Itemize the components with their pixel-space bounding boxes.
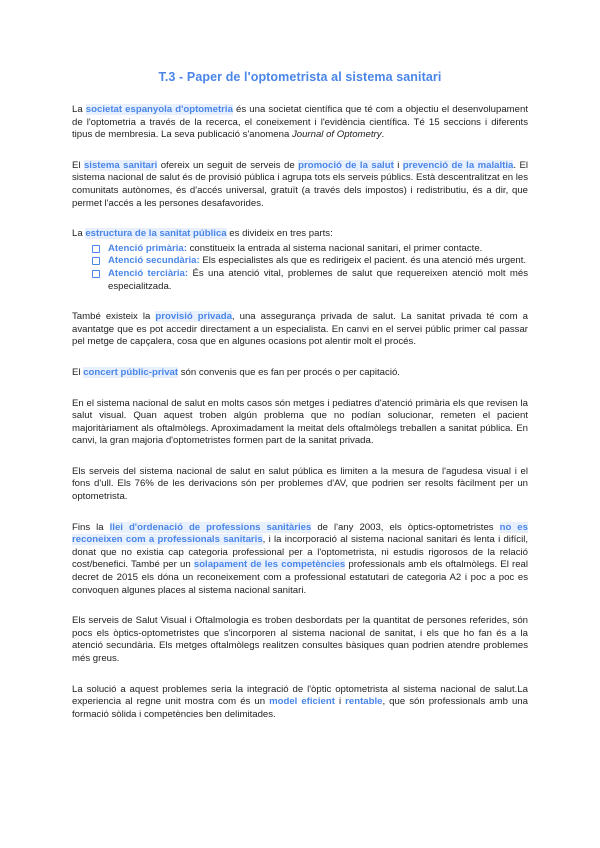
- highlight-solapament: solapament de les competències: [193, 559, 346, 571]
- paragraph-concert: El concert públic-privat són convenis que es fan per procés o per capitació.: [72, 366, 400, 378]
- highlight-provisio-privada: provisió privada: [155, 311, 232, 323]
- highlight-promocio: promoció de la salut: [298, 159, 394, 171]
- paragraph-solucio: La solució a aquest problemes seria la integració de l'òptic optometrista al sistema nacional de salut.La experiencia al regne unit mostra com és un model eficient i rentable, que són professionals amb una formació sòlida i competències ben delimitades.: [72, 683, 528, 720]
- highlight-no-reconeixen: no es reconeixen com a professionals sanitaris: [72, 521, 528, 546]
- highlight-model-eficient: model eficient: [269, 696, 335, 708]
- list-item: Atenció secundària: Els especialistes als que es redirigeix el pacient. és una atenció més urgent.: [92, 255, 528, 268]
- levels-checklist: [72, 243, 528, 293]
- paragraph-sistema-sanitari: El sistema sanitari ofereix un seguit de serveis de promoció de la salut i prevenció de la malaltia. El sistema nacional de salut és de provisió pública i agrupa tots els serveis públics. Està descentralitzat en les comunitats autònomes, és d'accés universal, gratuït (a través dels impostos) i redistributiu, és a dir, que permet l'accés a les persones desafavorides.: [72, 159, 528, 209]
- page-title: T.3 - Paper de l'optometrista al sistema sanitari: [158, 70, 442, 84]
- paragraph-estructura: La estructura de la sanitat pública es divideix en tres parts:: [72, 228, 333, 240]
- highlight-sistema-sanitari: sistema sanitari: [83, 159, 158, 171]
- checkbox-icon[interactable]: [92, 245, 100, 253]
- highlight-concert: concert públic-privat: [83, 366, 179, 378]
- checkbox-icon[interactable]: [92, 257, 100, 265]
- paragraph-desbordats: Els serveis de Salut Visual i Oftalmologia es troben desbordats per la quantitat de persones referides, són pocs els òptics-optometristes que s'incorporen al sistema nacional de sanitat, i els que ho fan és a la atenció secundària. Els metges oftalmòlegs realitzen consultes bàsiques quan podrien atendre problemes més greus.: [72, 615, 528, 664]
- paragraph-serveis: Els serveis del sistema nacional de salut en salut pública es limiten a la mesura de l'agudesa visual i el fons d'ull. Els 76% de les derivacions són per problemes d'AV, que podrien ser resolts fàcilment per un optometrista.: [72, 465, 528, 503]
- paragraph-atencio-primaria: En el sistema nacional de salut en molts casos són metges i pediatres d'atenció primària els que revisen la salut visual. Quan aquest troben algún problema que no podían solucionar, remeten el pacient majoritàriament als oftalmòlegs. Aproximadament la meitat dels oftalmòlegs treballen a sanitat pública. En canvi, la gran majoria d'optometristes formen part de la sanitat privada.: [72, 397, 528, 447]
- list-item: Atenció primària: constitueix la entrada al sistema nacional sanitari, el primer contacte.: [92, 243, 528, 256]
- paragraph-llei: Fins la llei d'ordenació de professions sanitàries de l'any 2003, els òptics-optometristes no es reconeixen com a professionals sanitaris, i la incorporació al sistema nacional sanitari és lenta i difícil, donat que no existia cap categoria professional per a l'optometrista, ni estudis rigorosos de la relació cost/benefici. També per un solapament de les competències professionals amb els oftalmòlegs. El real decret de 2015 els dóna un reconeixement com a professional estatutari de categoria A2 i poc a poc es convoquen algunes places al sistema nacional sanitari.: [72, 521, 528, 596]
- checkbox-icon[interactable]: [92, 270, 100, 278]
- highlight-estructura: estructura de la sanitat pública: [85, 228, 227, 240]
- journal-title: Journal of Optometry: [291, 129, 382, 141]
- highlight-llei: llei d'ordenació de professions sanitàries: [109, 521, 312, 533]
- paragraph-provisio-privada: També existeix la provisió privada, una assegurança privada de salut. La sanitat privada té com a avantatge que es pot accedir directament a un especialista. En canvi en el servei públic primer cal passar pel metge de capçalera, cosa que en algunes ocasions pot alentir molt el procés.: [72, 311, 529, 348]
- paragraph-societat: La societat espanyola d'optometria és una societat científica que té com a objectiu el desenvolupament de l'optometria a través de la recerca, el coneixement i l'evidència científica. Té 15 seccions i diferents tipus de membresia. La seva publicació s'anomena Journal of Optometry.: [72, 104, 528, 141]
- highlight-societat: societat espanyola d'optometria: [85, 104, 233, 115]
- list-item: Atenció terciària: És una atenció vital, problemes de salut que requereixen atenció molt més especialitzada.: [92, 268, 528, 293]
- highlight-rentable: rentable: [345, 696, 383, 708]
- highlight-prevencio: prevenció de la malaltia: [402, 159, 514, 171]
